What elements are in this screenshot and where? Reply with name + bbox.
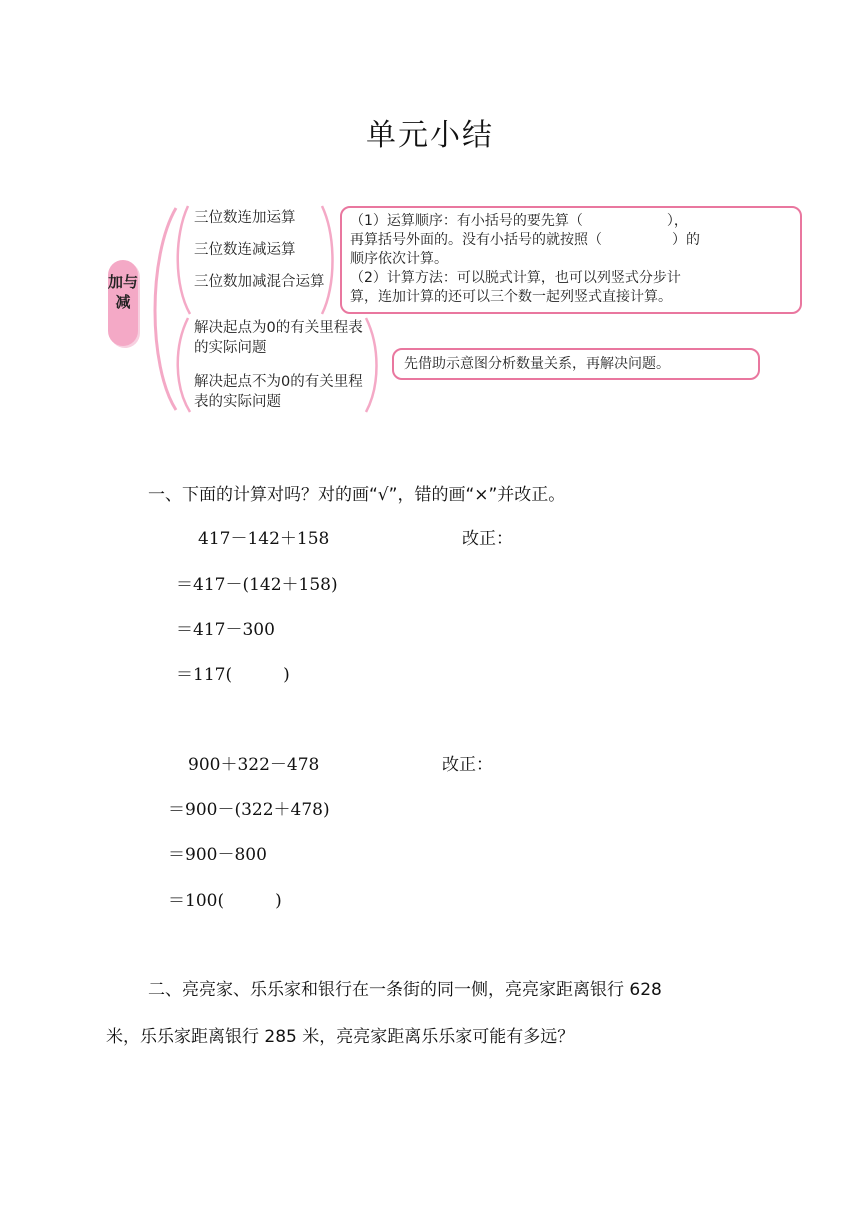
calculation-rules-note xyxy=(340,206,802,314)
topic-badge: 加与减 xyxy=(108,260,138,346)
note-line: 算，连加计算的还可以三个数一起列竖式直接计算。 xyxy=(350,289,672,305)
problem-b-line4[interactable]: ＝100( ) xyxy=(168,891,282,911)
question2-line1: 二、亮亮家、乐乐家和银行在一条街的同一侧，亮亮家距离银行 628 xyxy=(148,980,662,1000)
knowledge-mindmap xyxy=(104,196,814,418)
branch-odometer-nonzero: 解决起点不为0的有关里程表的实际问题 xyxy=(194,374,363,410)
note-line: （2）计算方法：可以脱式计算，也可以列竖式分步计 xyxy=(350,270,681,286)
branch-add-chain: 三位数连加运算 xyxy=(194,210,296,226)
problem-a-line3: ＝417－300 xyxy=(176,620,275,640)
question1-prompt: 一、下面的计算对吗？对的画“√”，错的画“×”并改正。 xyxy=(148,485,566,505)
note-line: 顺序依次计算。 xyxy=(350,251,448,267)
branch-mixed: 三位数加减混合运算 xyxy=(194,274,325,290)
note-line: （1）运算顺序：有小括号的要先算（ ）， xyxy=(350,213,688,229)
problem-a-line1: 417－142＋158 xyxy=(198,529,330,549)
page-title: 单元小结 xyxy=(366,118,494,153)
problem-a-line4[interactable]: ＝117( ) xyxy=(176,665,290,685)
note-line: 再算括号外面的。没有小括号的就按照（ ）的 xyxy=(350,232,700,248)
problem-b-line3: ＝900－800 xyxy=(168,845,267,865)
problem-b-line1: 900＋322－478 xyxy=(188,755,320,775)
problem-solving-note: 先借助示意图分析数量关系，再解决问题。 xyxy=(392,348,760,380)
question2-line2: 米，乐乐家距离银行 285 米，亮亮家距离乐乐家可能有多远？ xyxy=(106,1027,575,1047)
problem-b-line2: ＝900－(322＋478) xyxy=(168,800,330,820)
branch-odometer-zero: 解决起点为0的有关里程表的实际问题 xyxy=(194,320,363,356)
problem-b-correct-label: 改正： xyxy=(442,755,493,775)
branch-subtract-chain: 三位数连减运算 xyxy=(194,242,296,258)
problem-a-correct-label: 改正： xyxy=(462,529,513,549)
problem-a-line2: ＝417－(142＋158) xyxy=(176,575,338,595)
